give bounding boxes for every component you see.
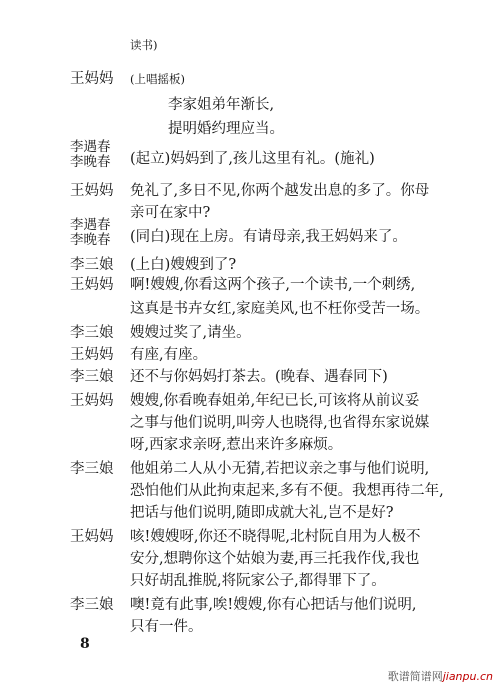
dialogue-line: 还不与你妈妈打茶去。(晚春、遇春同下) — [130, 369, 388, 385]
speaker-name — [70, 460, 114, 478]
page-number: 8 — [80, 636, 90, 652]
dialogue-line: 之事与他们说明,叫旁人也晓得,也省得东家说媒 — [130, 415, 430, 431]
speaker-name — [70, 70, 114, 88]
speaker-name-line: 李晚春 — [70, 232, 111, 248]
speaker-name-line: 王妈妈 — [70, 71, 114, 87]
speaker-name — [70, 528, 114, 546]
speaker-name — [70, 140, 111, 170]
dialogue-line: 只好胡乱推脱,将阮家公子,都得罪下了。 — [130, 573, 386, 589]
watermark-site: 歌谱简谱网 — [387, 670, 443, 683]
dialogue-line: (上白)嫂嫂到了? — [130, 257, 237, 273]
speaker-name-line: 李三娘 — [70, 461, 114, 477]
dialogue-line: 只有一件。 — [130, 619, 203, 635]
dialogue-line: 恐怕他们从此拘束起来,多有不便。我想再待二年, — [130, 483, 444, 499]
speaker-name — [70, 324, 114, 342]
speaker-name — [70, 596, 114, 614]
speaker-name-line: 王妈妈 — [70, 347, 114, 363]
dialogue-line: 李家姐弟年渐长, — [168, 97, 275, 113]
dialogue-line: 咳!嫂嫂呀,你还不晓得呢,北村阮自用为人极不 — [130, 529, 421, 545]
dialogue-line: 噢!竟有此事,唉!嫂嫂,你有心把话与他们说明, — [130, 597, 417, 613]
speaker-name-line: 李晚春 — [70, 154, 111, 170]
dialogue-line: 免礼了,多日不见,你两个越发出息的多了。你母 — [130, 183, 430, 199]
speaker-name-line: 李三娘 — [70, 597, 114, 613]
speaker-name-line: 李三娘 — [70, 369, 114, 385]
dialogue-line: 他姐弟二人从小无猜,若把议亲之事与他们说明, — [130, 461, 430, 477]
dialogue-line: (起立)妈妈到了,孩儿这里有礼。(施礼) — [130, 151, 375, 167]
speaker-name-line: 王妈妈 — [70, 393, 114, 409]
dialogue-line: 嫂嫂过奖了,请坐。 — [130, 325, 251, 341]
speaker-name — [70, 346, 114, 364]
dialogue-line: (同白)现在上房。有请母亲,我王妈妈来了。 — [130, 229, 407, 245]
dialogue-line: 亲可在家中? — [130, 205, 211, 221]
dialogue-line: 把话与他们说明,随即成就大礼,岂不是好? — [130, 505, 394, 521]
speaker-name-line: 王妈妈 — [70, 183, 114, 199]
dialogue-line: 提明婚约理应当。 — [168, 121, 284, 137]
speaker-name — [70, 392, 114, 410]
speaker-name-line: 李三娘 — [70, 257, 114, 273]
speaker-name — [70, 218, 111, 248]
dialogue-line: 啊!嫂嫂,你看这两个孩子,一个读书,一个刺绣, — [130, 277, 416, 293]
speaker-name — [70, 276, 114, 294]
speaker-name — [70, 256, 114, 274]
dialogue-line: 嫂嫂,你看晚春姐弟,年纪已长,可该将从前议妥 — [130, 393, 420, 409]
speaker-name-line: 王妈妈 — [70, 529, 114, 545]
dialogue-line: 呀,西家求亲呀,惹出来许多麻烦。 — [130, 437, 343, 453]
speaker-name — [70, 182, 114, 200]
dialogue-line: 读书) — [130, 38, 158, 52]
speaker-name-line: 李三娘 — [70, 325, 114, 341]
speaker-name — [70, 368, 114, 386]
speaker-name-line: 李遇春 — [70, 217, 111, 233]
watermark — [388, 668, 493, 684]
dialogue-line: 安分,想聘你这个姑娘为妻,再三托我作伐,我也 — [130, 551, 420, 567]
speaker-name-line: 李遇春 — [70, 139, 111, 155]
speaker-name-line: 王妈妈 — [70, 277, 114, 293]
watermark-url: jianpu.cn — [442, 670, 493, 683]
dialogue-line: (上唱摇板) — [130, 72, 185, 86]
dialogue-line: 这真是书卉女红,家庭美风,也不枉你受苦一场。 — [130, 301, 430, 317]
dialogue-line: 有座,有座。 — [130, 347, 208, 363]
